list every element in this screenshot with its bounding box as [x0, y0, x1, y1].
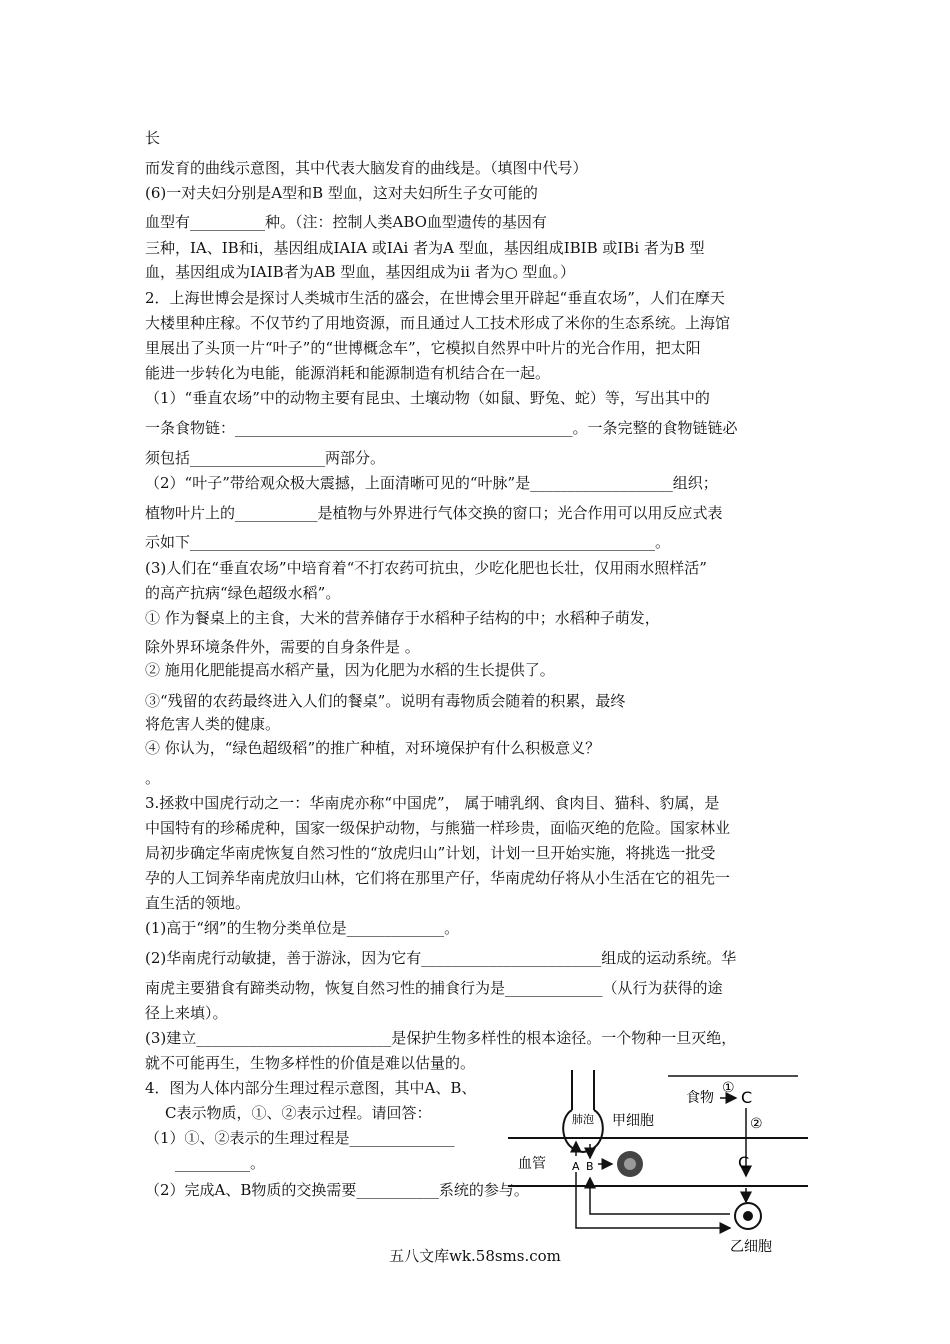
lung-label: 肺泡	[572, 1113, 594, 1126]
a-to-cell-b-arrow	[576, 1172, 730, 1228]
b-label: B	[586, 1160, 594, 1173]
text-line: 局初步确定华南虎恢复自然习性的“放虎归山”计划，计划一旦开始实施，将挑选一批受	[145, 844, 716, 862]
text-line: 就不可能再生，生物多样性的价值是难以估量的。	[145, 1054, 476, 1072]
text-line: 血型有__________种。（注：控制人类ABO血型遗传的基因有	[145, 213, 547, 231]
text-line: 3.拯救中国虎行动之一：华南虎亦称“中国虎”， 属于哺乳纲、食肉目、猫科、豹属，是	[145, 794, 720, 812]
text-line: 孕的人工饲养华南虎放归山林，它们将在那里产仔，华南虎幼仔将从小生活在它的祖先一	[145, 869, 731, 887]
text-line: 4．图为人体内部分生理过程示意图，其中A、B、	[145, 1079, 477, 1097]
vessel-label: 血管	[518, 1156, 546, 1172]
text-line: 示如下______________________________________________________________。	[145, 533, 671, 551]
text-line: 直生活的领地。	[145, 894, 251, 912]
text-line: __________。	[175, 1154, 266, 1172]
text-line: 的高产抗病“绿色超级水稻”。	[145, 584, 341, 602]
text-line: （2）完成A、B物质的交换需要___________系统的参与。	[145, 1181, 529, 1199]
cell-b-to-b-arrow	[590, 1178, 730, 1214]
text-line: 南虎主要猎食有蹄类动物，恢复自然习性的捕食行为是_____________（从行为获得的途	[145, 979, 723, 997]
text-line: (2)华南虎行动敏捷，善于游泳，因为它有________________________组成的运动系统。华	[145, 949, 737, 967]
cell-b-nucleus	[743, 1211, 753, 1221]
physiology-diagram	[508, 1068, 808, 1258]
text-line: 须包括__________________两部分。	[145, 449, 386, 467]
text-line: 。	[145, 769, 161, 787]
text-line: 除外界环境条件外，需要的自身条件是 。	[145, 638, 420, 656]
cell-b-label: 乙细胞	[730, 1239, 772, 1255]
text-line: （2）“叶子”带给观众极大震撼，上面清晰可见的“叶脉”是___________________组织；	[145, 474, 718, 492]
text-line: （1）①、②表示的生理过程是______________	[145, 1129, 455, 1147]
text-line: 2．上海世博会是探讨人类城市生活的盛会，在世博会里开辟起“垂直农场”，人们在摩天	[145, 289, 725, 307]
text-line: 中国特有的珍稀虎种，国家一级保护动物，与熊猫一样珍贵，面临灭绝的危险。国家林业	[145, 819, 731, 837]
text-line: 血，基因组成为IAIB者为AB 型血，基因组成为ii 者为○ 型血。）	[145, 263, 576, 281]
text-line: 而发育的曲线示意图，其中代表大脑发育的曲线是。（填图中代号）	[145, 159, 588, 177]
text-line: 径上来填）。	[145, 1004, 228, 1022]
text-line: （1）“垂直农场”中的动物主要有昆虫、土壤动物（如鼠、野兔、蛇）等，写出其中的	[145, 389, 710, 407]
text-line: (1)高于“纲”的生物分类单位是_____________。	[145, 919, 460, 937]
c-bottom-label: C	[738, 1153, 750, 1172]
text-line: C表示物质，①、②表示过程。请回答：	[165, 1104, 432, 1122]
text-line: 能进一步转化为电能，能源消耗和能源制造有机结合在一起。	[145, 364, 551, 382]
text-line: 长	[145, 129, 161, 147]
text-line: ④ 你认为，“绿色超级稻”的推广种植，对环境保护有什么积极意义？	[145, 739, 601, 757]
text-line: 一条食物链：_____________________________________________。一条完整的食物链链必	[145, 419, 738, 437]
text-line: (3)人们在“垂直农场”中培育着“不打农药可抗虫，少吃化肥也长壮，仅用雨水照样活”	[145, 559, 707, 577]
text-line: 大楼里种庄稼。不仅节约了用地资源，而且通过人工技术形成了米你的生态系统。上海馆	[145, 314, 731, 332]
cell-a-label: 甲细胞	[612, 1113, 654, 1129]
text-line: (3)建立__________________________是保护生物多样性的根本途径。一个物种一旦灭绝，	[145, 1029, 737, 1047]
text-line: 里展出了头顶一片“叶子”的“世博概念车”，它模拟自然界中叶片的光合作用，把太阳	[145, 339, 701, 357]
text-line: (6)一对夫妇分别是A型和B 型血，这对夫妇所生子女可能的	[145, 184, 538, 202]
text-line: ② 施用化肥能提高水稻产量，因为化肥为水稻的生长提供了。	[145, 661, 555, 679]
c-top-label: C	[741, 1088, 753, 1107]
text-line: 三种，IA、IB和i，基因组成IAIA 或IAi 者为A 型血，基因组成IBIB 或IBi 者为B 型	[145, 239, 705, 257]
text-line: 植物叶片上的___________是植物与外界进行气体交换的窗口；光合作用可以用反应式表	[145, 504, 723, 522]
text-line: ③“残留的农药最终进入人们的餐桌”。说明有毒物质会随着的积累，最终	[145, 692, 626, 710]
step-1-label: ①	[722, 1080, 735, 1096]
text-line: ① 作为餐桌上的主食，大米的营养储存于水稻种子结构的中；水稻种子萌发，	[145, 609, 660, 627]
cell-a-nucleus	[624, 1158, 636, 1170]
step-2-label: ②	[750, 1116, 763, 1132]
food-label: 食物	[686, 1090, 714, 1106]
footer-watermark: 五八文库wk.58sms.com	[389, 1247, 561, 1265]
text-line: 将危害人类的健康。	[145, 715, 281, 733]
a-label: A	[572, 1160, 580, 1173]
